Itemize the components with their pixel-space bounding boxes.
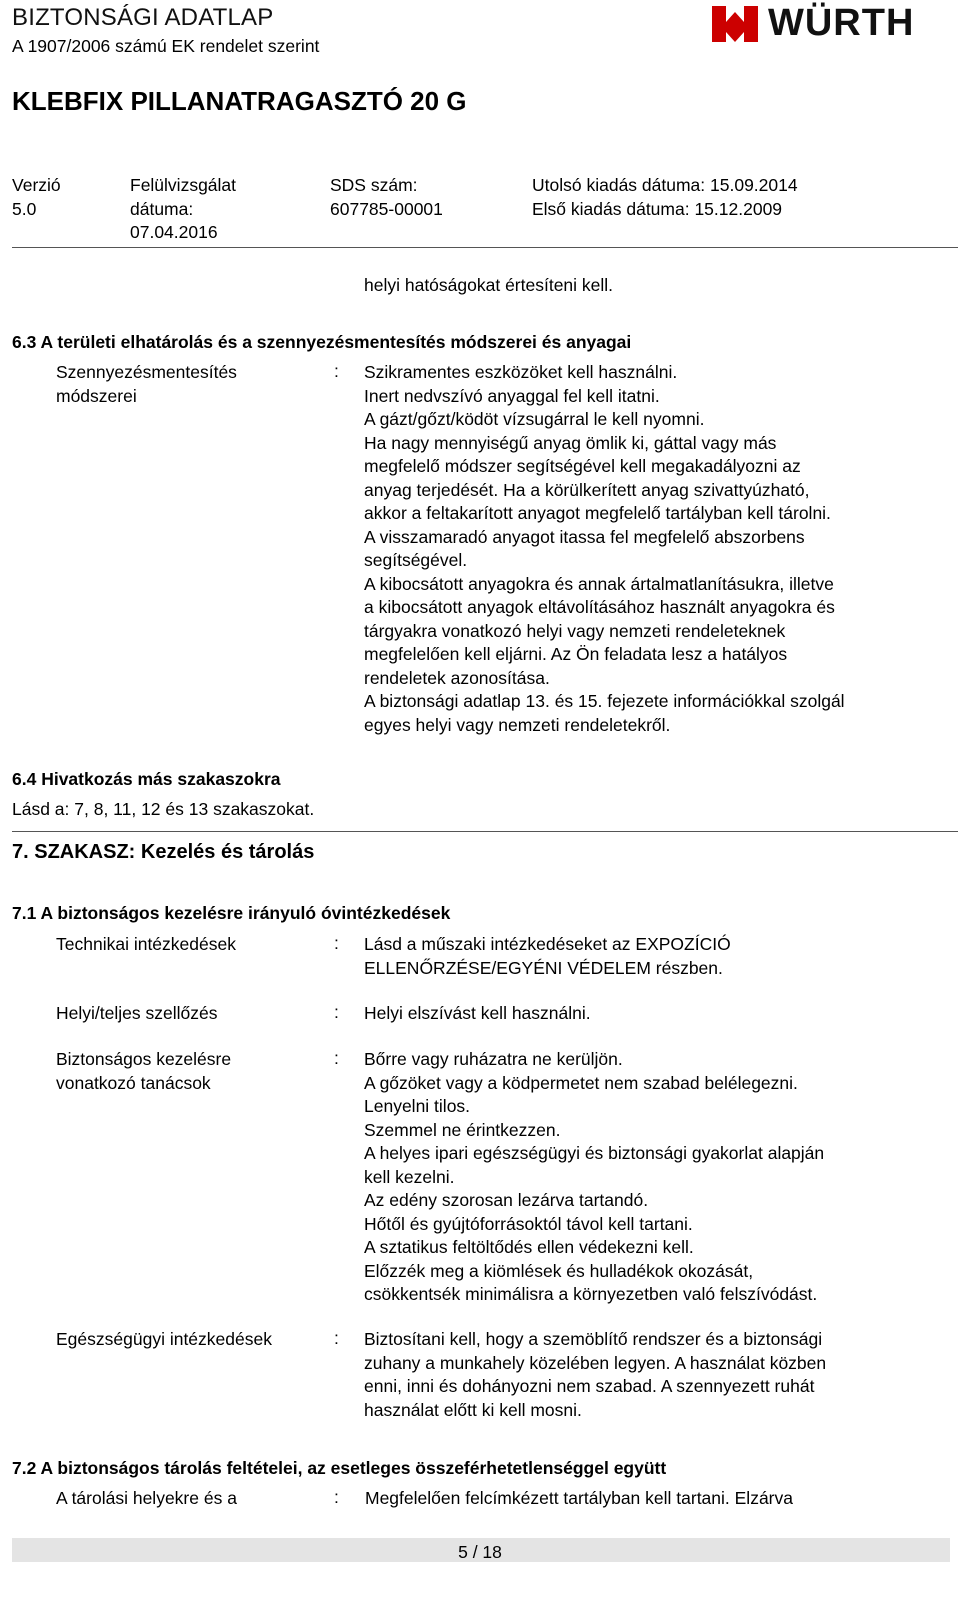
text-line: tárgyakra vonatkozó helyi vagy nemzeti rendeleteknek <box>364 620 786 641</box>
text-line: megfelelő módszer segítségével kell megakadályozni az <box>364 456 801 476</box>
section-6-3-heading: 6.3 A területi elhatárolás és a szennyezésmentesítés módszerei és anyagai <box>12 332 632 352</box>
wurth-logo-text: WÜRTH <box>768 2 915 44</box>
document-type-title: BIZTONSÁGI ADATLAP <box>12 4 274 31</box>
section-7-2-heading: 7.2 A biztonságos tárolás feltételei, az esetleges összeférhetetlenséggel együtt <box>12 1458 667 1478</box>
label-line: módszerei <box>56 385 137 406</box>
text-line: anyag terjedését. Ha a körülkerített anyag szivattyúzható, <box>364 479 810 500</box>
text-line: Hőtől és gyújtóforrásoktól távol kell tartani. <box>364 1213 693 1234</box>
separator-colon: : <box>334 361 339 381</box>
technical-measures-text <box>364 933 944 980</box>
section-7-1-heading: 7.1 A biztonságos kezelésre irányuló óvintézkedések <box>12 903 451 923</box>
text-line: megfelelően kell eljárni. Az Ön feladata lesz a hatályos <box>364 644 788 664</box>
label-line: Technikai intézkedések <box>56 934 236 954</box>
storage-label: A tárolási helyekre és a <box>56 1488 237 1508</box>
revision-label: Felülvizsgálat <box>130 175 237 195</box>
text-line: Előzzék meg a kiömlések és hulladékok okozását, <box>364 1260 754 1281</box>
text-line: enni, inni és dohányozni nem szabad. A szennyezett ruhát <box>364 1376 815 1396</box>
sds-number: 607785-00001 <box>330 198 443 219</box>
text-line: A visszamaradó anyagot itassa fel megfelelő abszorbens <box>364 526 805 547</box>
revision-block <box>130 174 236 245</box>
text-line: egyes helyi vagy nemzeti rendeletekről. <box>364 714 671 735</box>
storage-text: Megfelelően felcímkézett tartályban kell tartani. Elzárva <box>365 1488 793 1508</box>
text-line: A kibocsátott anyagokra és annak ártalmatlanításukra, illetve <box>364 573 834 594</box>
text-line: Helyi elszívást kell használni. <box>364 1003 591 1023</box>
text-line: Lenyelni tilos. <box>364 1096 471 1116</box>
revision-date: 07.04.2016 <box>130 222 218 242</box>
text-line: Lásd a műszaki intézkedéseket az EXPOZÍCIÓ <box>364 934 731 954</box>
carryover-text: helyi hatóságokat értesíteni kell. <box>364 275 614 295</box>
text-line: A gázt/gőzt/ködöt vízsugárral le kell nyomni. <box>364 409 705 429</box>
text-line: A helyes ipari egészségügyi és biztonsági gyakorlat alapján <box>364 1143 825 1163</box>
text-line: A biztonsági adatlap 13. és 15. fejezete információkkal szolgál <box>364 691 845 711</box>
sds-label: SDS szám: <box>330 175 418 195</box>
last-issue-date: Utolsó kiadás dátuma: 15.09.2014 <box>532 175 798 195</box>
section-7-heading: 7. SZAKASZ: Kezelés és tárolás <box>12 841 315 863</box>
revision-label-2: dátuma: <box>130 198 194 219</box>
text-line: csökkentsék minimálisra a környezetben való felszívódást. <box>364 1284 818 1304</box>
label-line: Helyi/teljes szellőzés <box>56 1003 218 1023</box>
text-line: Szemmel ne érintkezzen. <box>364 1119 561 1140</box>
hygiene-measures-label <box>56 1328 272 1352</box>
hygiene-measures-text <box>364 1328 944 1422</box>
header-divider <box>12 247 958 248</box>
version-value: 5.0 <box>12 198 37 219</box>
version-label: Verzió <box>12 175 61 195</box>
regulation-subtitle: A 1907/2006 számú EK rendelet szerint <box>12 36 320 56</box>
technical-measures-label <box>56 933 236 957</box>
separator-colon: : <box>334 1487 339 1507</box>
text-line: használat előtt ki kell mosni. <box>364 1399 582 1420</box>
text-line: Szikramentes eszközöket kell használni. <box>364 362 678 382</box>
text-line: Inert nedvszívó anyaggal fel kell itatni. <box>364 385 660 406</box>
text-line: Ha nagy mennyiségű anyag ömlik ki, gáttal vagy más <box>364 432 777 453</box>
section-divider <box>12 831 958 832</box>
product-name: KLEBFIX PILLANATRAGASZTÓ 20 G <box>12 86 467 116</box>
wurth-logo-mark-icon <box>712 2 758 46</box>
text-line: zuhany a munkahely közelében legyen. A használat közben <box>364 1352 827 1373</box>
text-line: A sztatikus feltöltődés ellen védekezni kell. <box>364 1237 694 1257</box>
text-line: kell kezelni. <box>364 1166 455 1187</box>
section-6-4-text: Lásd a: 7, 8, 11, 12 és 13 szakaszokat. <box>12 799 315 819</box>
text-line: akkor a feltakarított anyagot megfelelő tartályban kell tárolni. <box>364 503 831 523</box>
first-issue-date: Első kiadás dátuma: 15.12.2009 <box>532 198 783 219</box>
cleanup-methods-text <box>364 361 944 737</box>
issue-dates-block <box>532 174 798 221</box>
safe-handling-label <box>56 1048 231 1095</box>
label-line: vonatkozó tanácsok <box>56 1072 211 1093</box>
ventilation-text <box>364 1002 944 1026</box>
separator-colon: : <box>334 1048 339 1068</box>
label-line: Biztonságos kezelésre <box>56 1049 232 1069</box>
label-line: Egészségügyi intézkedések <box>56 1329 272 1349</box>
text-line: a kibocsátott anyagok eltávolításához használt anyagokra és <box>364 597 835 617</box>
section-6-4-heading: 6.4 Hivatkozás más szakaszokra <box>12 769 281 789</box>
safe-handling-text <box>364 1048 944 1307</box>
page-number: 5 / 18 <box>458 1542 502 1562</box>
ventilation-label <box>56 1002 217 1026</box>
text-line: rendeletek azonosítása. <box>364 667 550 688</box>
separator-colon: : <box>334 1002 339 1022</box>
version-block <box>12 174 61 221</box>
text-line: segítségével. <box>364 550 468 570</box>
wurth-logo <box>712 0 932 48</box>
text-line: ELLENŐRZÉSE/EGYÉNI VÉDELEM részben. <box>364 957 723 978</box>
separator-colon: : <box>334 933 339 953</box>
separator-colon: : <box>334 1328 339 1348</box>
text-line: Bőrre vagy ruházatra ne kerüljön. <box>364 1049 623 1069</box>
text-line: Biztosítani kell, hogy a szemöblítő rendszer és a biztonsági <box>364 1329 823 1349</box>
text-line: Az edény szorosan lezárva tartandó. <box>364 1190 649 1210</box>
text-line: A gőzöket vagy a ködpermetet nem szabad belélegezni. <box>364 1072 798 1093</box>
sds-block <box>330 174 443 221</box>
label-line: Szennyezésmentesítés <box>56 362 237 382</box>
cleanup-methods-label <box>56 361 237 408</box>
